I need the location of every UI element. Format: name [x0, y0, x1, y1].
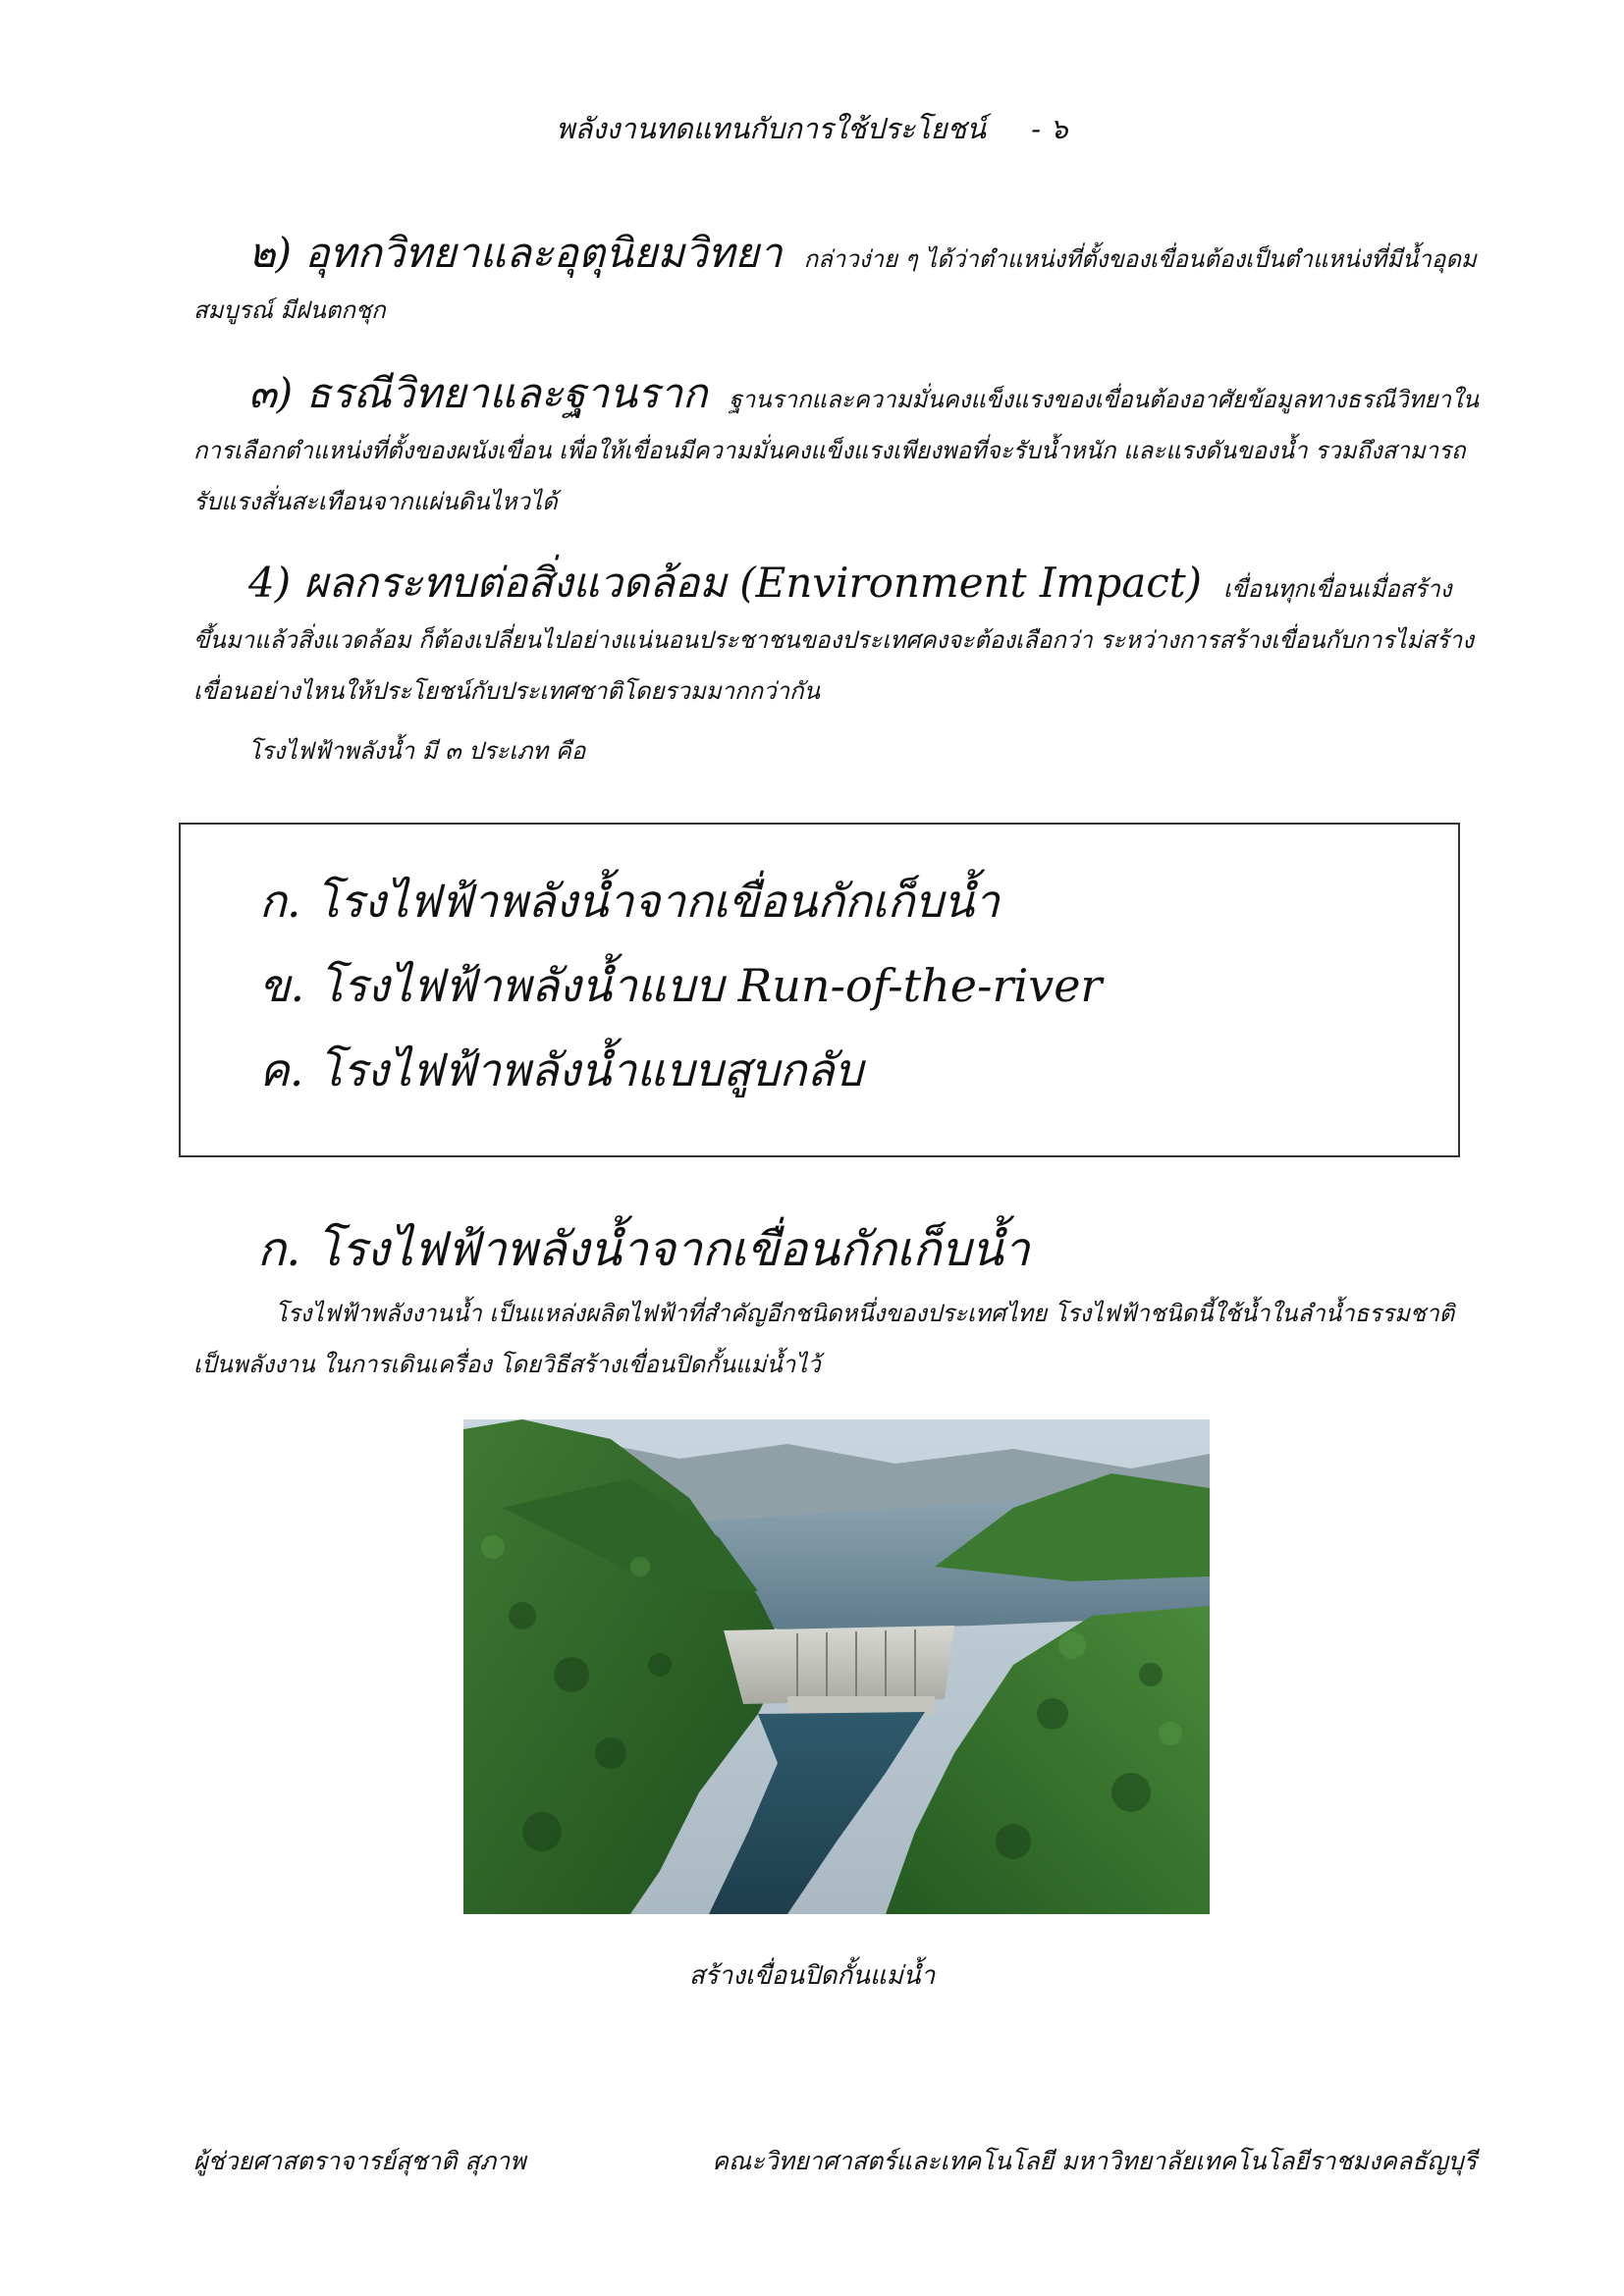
type-item-run-of-river: ข. โรงไฟฟ้าพลังน้ำแบบ Run-of-the-river: [259, 959, 1103, 1012]
paragraph-body: ฐานรากและความมั่นคงแข็งแรงของเขื่อนต้องอาศัยข้อมูลทางธรณีวิทยาในการเลือกตำแหน่งที่ตั้งของผนังเขื่อน เพื่อให้เขื่อนมีความมั่นคงแข็งแรงเพียงพอที่จะรับน้ำหนัก และแรงดันของน้ำ รวมถึงสามารถรับแรงสั่นสะเทือนจากแผ่นดินไหวได้: [193, 386, 1480, 515]
footer-author: ผู้ช่วยศาสตราจารย์สุชาติ สุภาพ: [193, 2147, 526, 2175]
types-intro: โรงไฟฟ้าพลังน้ำ มี ๓ ประเภท คือ: [248, 737, 586, 765]
types-box: [179, 823, 1460, 1157]
footer-institution: คณะวิทยาศาสตร์และเทคโนโลยี มหาวิทยาลัยเทคโนโลยีราชมงคลธัญบุรี: [712, 2147, 1477, 2175]
page-number: - ๖: [1031, 112, 1068, 145]
paragraph-geology: [193, 368, 1480, 527]
paragraph-body: กล่าวง่าย ๆ ได้ว่าตำแหน่งที่ตั้งของเขื่อนต้องเป็นตำแหน่งที่มีน้ำอุดมสมบูรณ์ มีฝนตกชุก: [193, 245, 1477, 324]
dam-landscape-image: [463, 1419, 1210, 1914]
dam-photo: [463, 1419, 1210, 1914]
section-body: โรงไฟฟ้าพลังงานน้ำ เป็นแหล่งผลิตไฟฟ้าที่สำคัญอีกชนิดหนึ่งของประเทศไทย โรงไฟฟ้าชนิดนี้ใช้น้ำในลำน้ำธรรมชาติเป็นพลังงาน ในการเดินเครื่อง โดยวิธีสร้างเขื่อนปิดกั้นแม่น้ำไว้: [193, 1300, 1455, 1378]
section-heading: ก. โรงไฟฟ้าพลังน้ำจากเขื่อนกักเก็บน้ำ: [257, 1222, 1030, 1277]
paragraph-body: เขื่อนทุกเขื่อนเมื่อสร้างขึ้นมาแล้วสิ่งแวดล้อม ก็ต้องเปลี่ยนไปอย่างแน่นอนประชาชนของประเทศคงจะต้องเลือกว่า ระหว่างการสร้างเขื่อนกับการไม่สร้างเขื่อนอย่างไหนให้ประโยชน์กับประเทศชาติโดยรวมมากกว่ากัน: [193, 575, 1474, 705]
paragraph-heading: ๒) อุทกวิทยาและอุตุนิยมวิทยา: [248, 229, 783, 277]
paragraph-heading: 4) ผลกระทบต่อสิ่งแวดล้อม (Environment Impact): [248, 559, 1203, 607]
paragraph-heading: ๓) ธรณีวิทยาและฐานราก: [248, 369, 708, 417]
page-header: [0, 106, 1624, 151]
type-item-pumped-storage: ค. โรงไฟฟ้าพลังน้ำแบบสูบกลับ: [259, 1043, 863, 1096]
photo-caption: สร้างเขื่อนปิดกั้นแม่น้ำ: [688, 1961, 936, 1991]
type-item-reservoir: ก. โรงไฟฟ้าพลังน้ำจากเขื่อนกักเก็บน้ำ: [259, 875, 1000, 928]
paragraph-environment: [193, 558, 1480, 717]
header-title: พลังงานทดแทนกับการใช้ประโยชน์: [556, 112, 987, 145]
paragraph-hydrology: [193, 228, 1480, 336]
